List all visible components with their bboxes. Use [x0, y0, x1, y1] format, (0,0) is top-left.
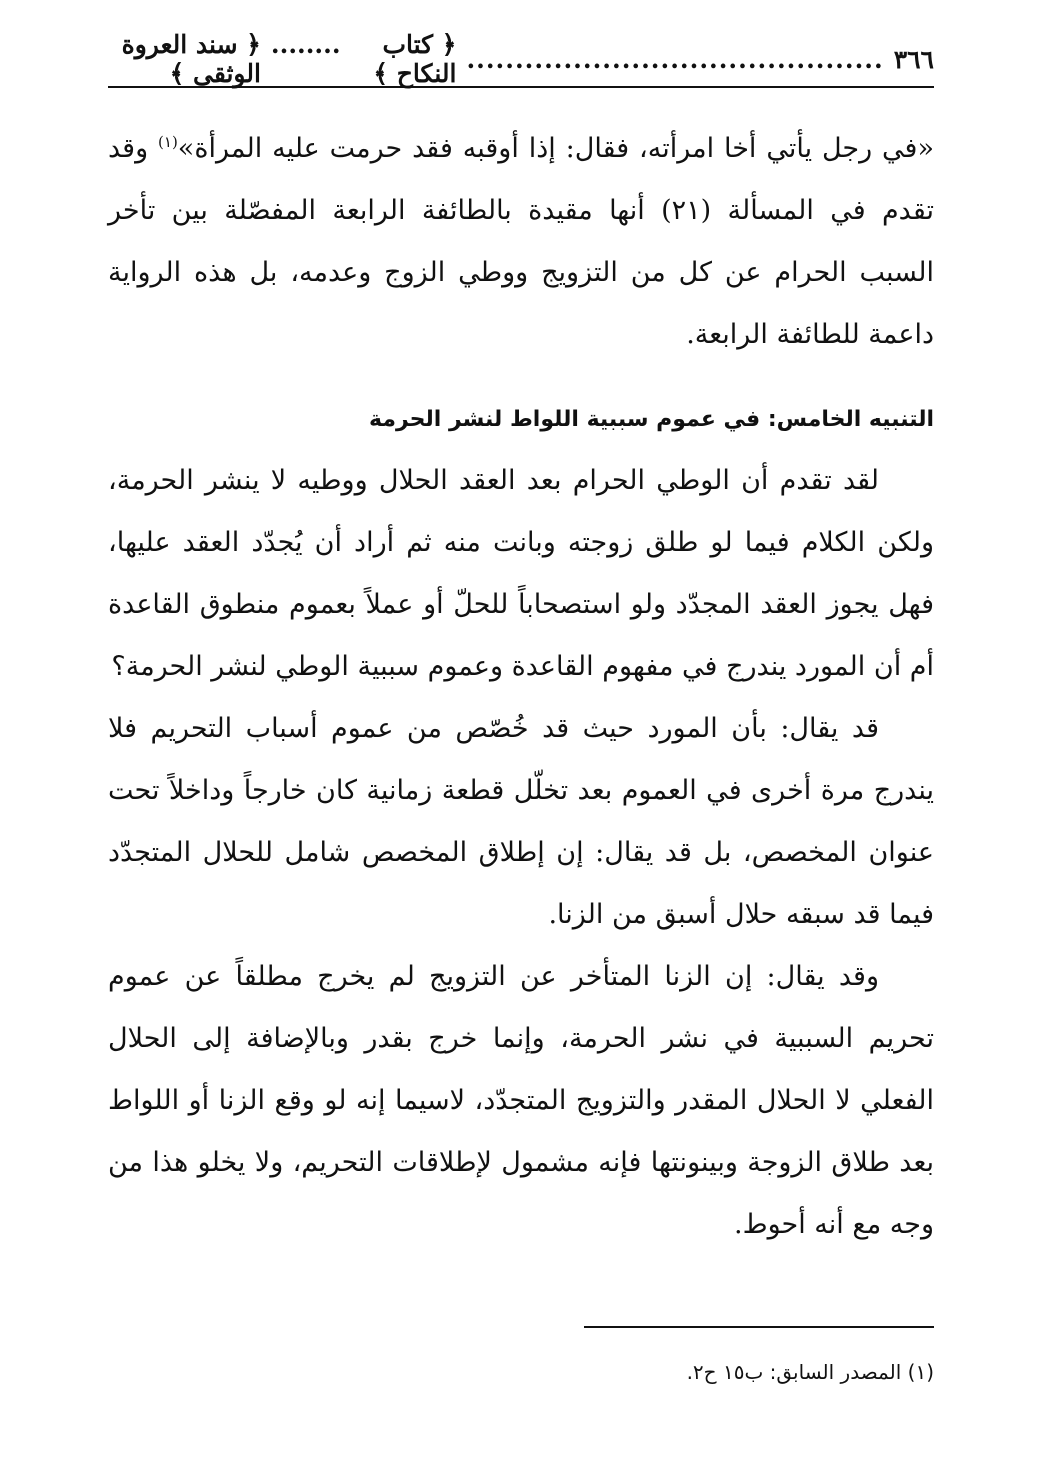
chapter-title: ﴿ كتاب النكاح ﴾ [373, 30, 457, 88]
header-dots: ........................................... [466, 44, 884, 74]
footnote-divider [584, 1326, 934, 1328]
section-heading: التنبيه الخامس: في عموم سببية اللواط لنشر الحرمة [369, 407, 934, 432]
paragraph-4: وقد يقال: إن الزنا المتأخر عن التزويج لم يخرج مطلقاً عن عموم تحريم السببية في نشر الحرمة، وإنما خرج بقدر وبالإضافة إلى الحلال الفعلي لا الحلال المقدر والتزويج المتجدّد، لاسيما إنه لو وقع الزنا أو اللواط بعد طلاق الزوجة وبينونتها فإنه مشمول لإطلاقات التحريم، ولا يخلو هذا من وجه مع أنه أحوط. [108, 961, 934, 1240]
page-header [108, 30, 934, 88]
quote-text: «في رجل يأتي أخا امرأته، فقال: إذا أوقبه فقد حرمت عليه المرأة» [177, 133, 934, 164]
paragraph-1 [108, 118, 934, 366]
main-text [108, 118, 934, 1256]
footnote-ref[interactable]: (١) [158, 133, 178, 151]
paragraph-3: قد يقال: بأن المورد حيث قد خُصّص من عموم أسباب التحريم فلا يندرج مرة أخرى في العموم بعد تخلّل قطعة زمانية كان خارجاً وداخلاً تحت عنوان المخصص، بل قد يقال: إن إطلاق المخصص شامل للحلال المتجدّد فيما قد سبقه حلال أسبق من الزنا. [108, 713, 934, 930]
paragraph-2: لقد تقدم أن الوطي الحرام بعد العقد الحلال ووطيه لا ينشر الحرمة، ولكن الكلام فيما لو طلق زوجته وبانت منه ثم أراد أن يُجدّد العقد عليها، فهل يجوز العقد المجدّد ولو استصحاباً للحلّ أو عملاً بعموم منطوق القاعدة أم أن المورد يندرج في مفهوم القاعدة وعموم سببية الوطي لنشر الحرمة؟ [108, 465, 934, 682]
book-title: ﴿ سند العروة الوثقى ﴾ [121, 30, 261, 88]
header-titles [108, 30, 456, 88]
paragraph-1-rest: وقد تقدم في المسألة (٢١) أنها مقيدة بالطائفة الرابعة المفصّلة بين تأخر السبب الحرام عن كل من التزويج ووطي الزوج وعدمه، بل هذه الرواية داعمة للطائفة الرابعة. [108, 133, 935, 350]
page-number: ٣٦٦ [893, 44, 934, 74]
header-separator: ........ [270, 30, 341, 59]
footnote: (١) المصدر السابق: ب١٥ ح٢. [686, 1360, 934, 1384]
